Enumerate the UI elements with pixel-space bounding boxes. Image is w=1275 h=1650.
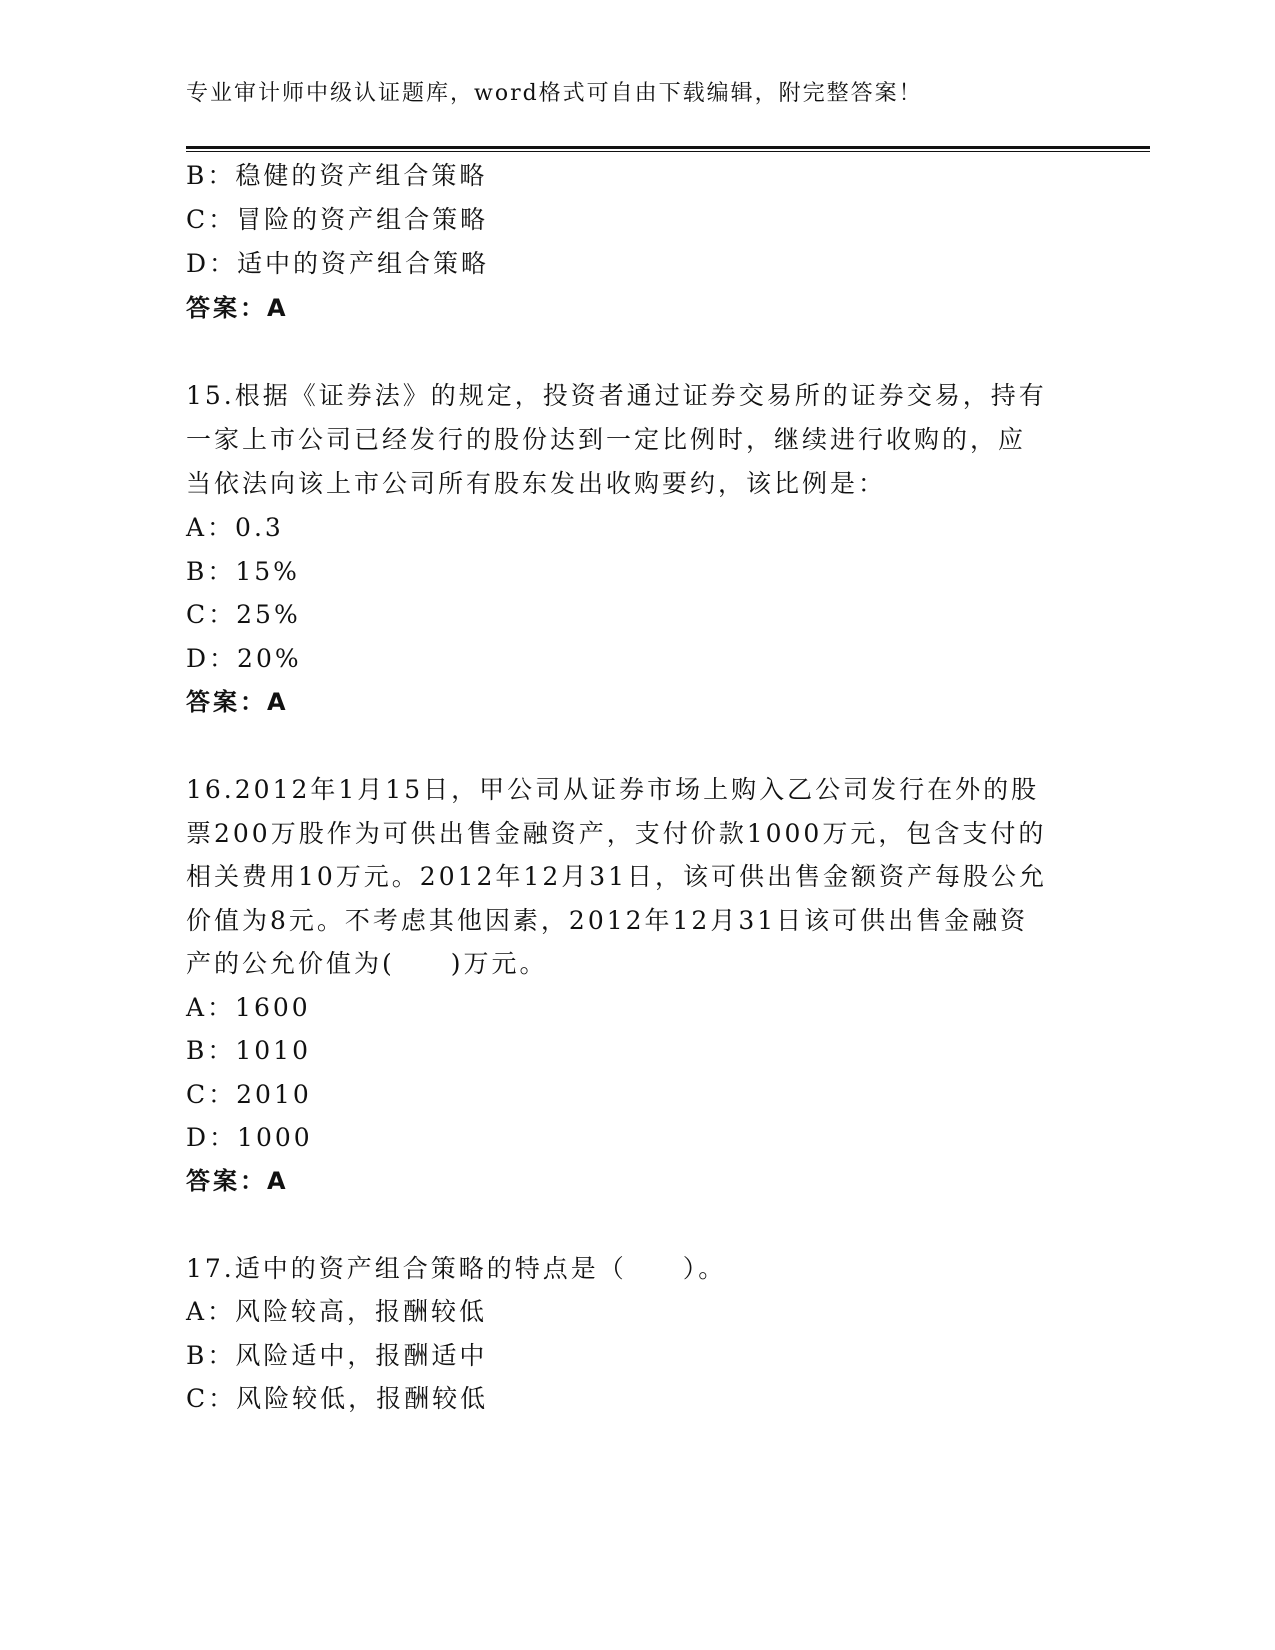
q15-option-d: D：20% — [186, 644, 302, 673]
q16-option-b: B：1010 — [186, 1036, 311, 1065]
q14-option-d: D：适中的资产组合策略 — [186, 249, 490, 278]
q14-option-b: B：稳健的资产组合策略 — [186, 161, 488, 190]
page-header: 专业审计师中级认证题库，word格式可自由下载编辑，附完整答案！ — [186, 81, 923, 106]
q17-stem-line1: 17.适中的资产组合策略的特点是（ ）。 — [186, 1254, 727, 1283]
q17-option-a: A：风险较高，报酬较低 — [186, 1297, 488, 1326]
q16-stem-line1: 16.2012年1月15日，甲公司从证券市场上购入乙公司发行在外的股 — [186, 775, 1040, 804]
q15-option-a: A：0.3 — [186, 513, 284, 542]
q15-stem-line1: 15.根据《证券法》的规定，投资者通过证券交易所的证券交易，持有 — [186, 381, 1047, 410]
q16-stem-line3: 相关费用10万元。2012年12月31日，该可供出售金额资产每股公允 — [186, 862, 1048, 891]
header-rule-thin — [186, 151, 1150, 152]
q14-answer: 答案：A — [186, 294, 289, 322]
q16-answer: 答案：A — [186, 1167, 289, 1195]
q16-stem-line4: 价值为8元。不考虑其他因素，2012年12月31日该可供出售金融资 — [186, 906, 1029, 935]
header-rule-thick — [186, 146, 1150, 149]
q15-stem-line3: 当依法向该上市公司所有股东发出收购要约，该比例是： — [186, 469, 887, 498]
q16-option-d: D：1000 — [186, 1123, 313, 1152]
q15-stem-line2: 一家上市公司已经发行的股份达到一定比例时，继续进行收购的，应 — [186, 425, 1027, 454]
q14-option-c: C：冒险的资产组合策略 — [186, 205, 489, 234]
q15-answer: 答案：A — [186, 688, 289, 716]
q16-stem-line2: 票200万股作为可供出售金融资产，支付价款1000万元，包含支付的 — [186, 819, 1047, 848]
q15-option-b: B：15% — [186, 557, 300, 586]
q16-option-a: A：1600 — [186, 993, 311, 1022]
q16-stem-line5: 产的公允价值为( )万元。 — [186, 949, 548, 978]
q17-option-b: B：风险适中，报酬适中 — [186, 1341, 488, 1370]
q15-option-c: C：25% — [186, 600, 301, 629]
q17-option-c: C：风险较低，报酬较低 — [186, 1384, 489, 1413]
q16-option-c: C：2010 — [186, 1080, 312, 1109]
